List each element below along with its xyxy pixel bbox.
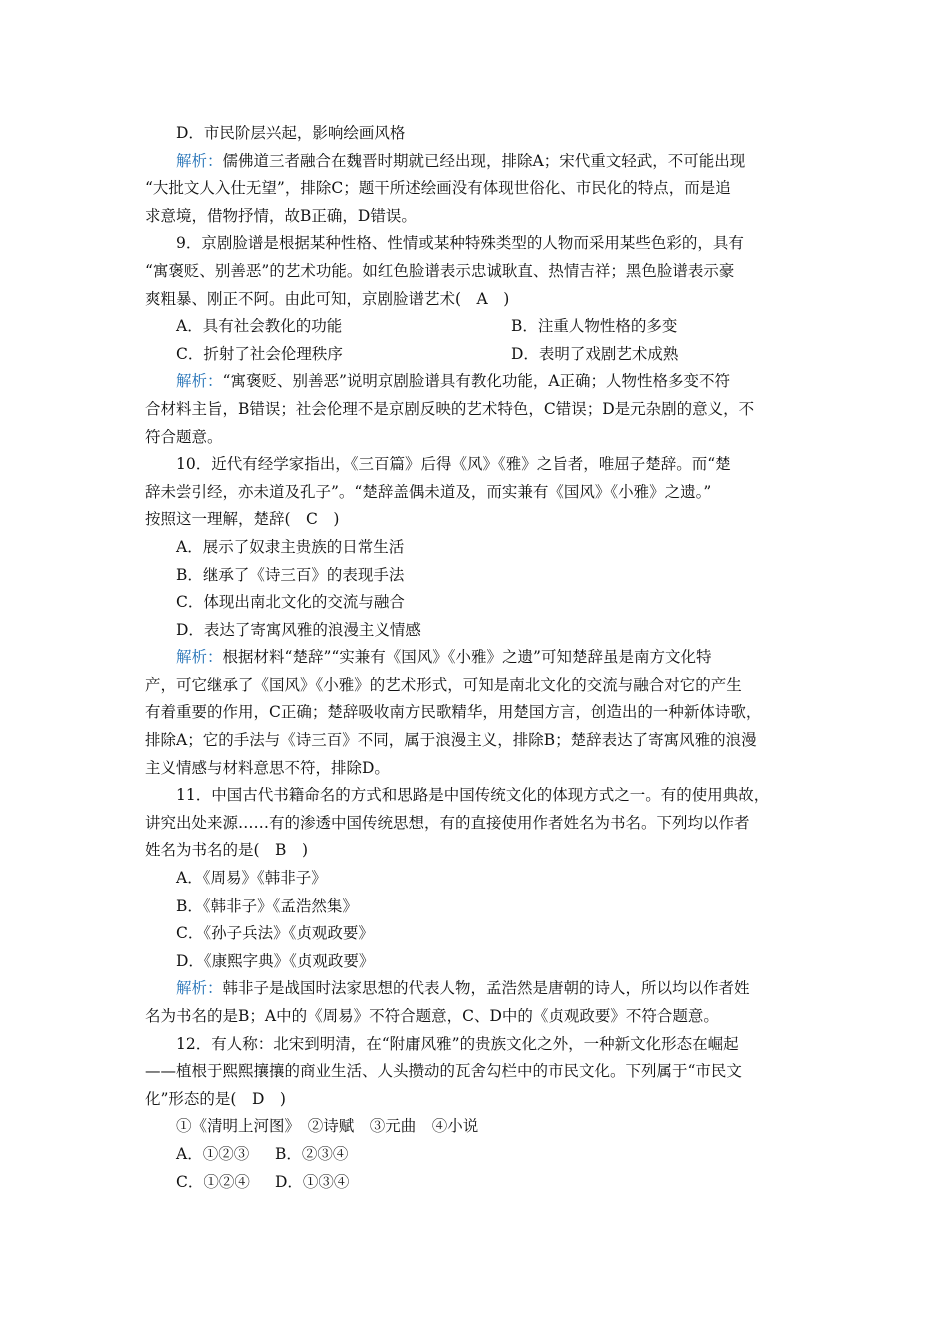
q12-stem: 化”形态的是( D ) (145, 1089, 286, 1108)
q10-analysis-line: 产，可它继承了《国风》《小雅》的艺术形式，可知是南北文化的交流与融合对它的产生 (145, 675, 742, 694)
q12-items: ①《清明上河图》 ②诗赋 ③元曲 ④小说 (176, 1117, 479, 1136)
q10-option-c: C．体现出南北文化的交流与融合 (176, 593, 405, 612)
q11-stem: 讲究出处来源……有的渗透中国传统思想，有的直接使用作者姓名为书名。下列均以作者 (145, 813, 750, 832)
q9-analysis-line: 符合题意。 (145, 427, 223, 446)
q9-options-row (145, 341, 813, 369)
q9-stem: 9．京剧脸谱是根据某种性格、性情或某种特殊类型的人物而采用某些色彩的，具有 (176, 234, 744, 253)
q10-option-b: B．继承了《诗三百》的表现手法 (176, 565, 405, 584)
analysis-label: 解析： (176, 979, 223, 998)
q11-stem: 姓名为书名的是( B ) (145, 841, 308, 860)
q11-option-b: B．《韩非子》《孟浩然集》 (176, 896, 358, 915)
q9-option-b: B．注重人物性格的多变 (511, 317, 678, 336)
q8-analysis-line: “大批文人入仕无望”，排除C；题干所述绘画没有体现世俗化、市民化的特点，而是追 (145, 179, 731, 198)
q10-analysis-line: 排除A；它的手法与《诗三百》不同，属于浪漫主义，排除B；楚辞表达了寄寓风雅的浪漫 (145, 731, 757, 750)
q10-stem: 10．近代有经学家指出，《三百篇》后得《风》《雅》之旨者，唯屈子楚辞。而“楚 (176, 455, 731, 474)
q9-options-row (145, 313, 813, 341)
q8-analysis-line: 解析：儒佛道三者融合在魏晋时期就已经出现，排除A；宋代重文轻武，不可能出现 (176, 151, 746, 170)
q10-analysis-line: 有着重要的作用，C正确；楚辞吸收南方民歌精华，用楚国方言，创造出的一种新体诗歌， (145, 703, 762, 722)
analysis-label: 解析： (176, 648, 223, 667)
q12-option-c: C．①②④ (176, 1172, 250, 1191)
q11-analysis-line: 名为书名的是B；A中的《周易》不符合题意，C、D中的《贞观政要》不符合题意。 (145, 1007, 719, 1025)
q10-analysis-line: 主义情感与材料意思不符，排除D。 (145, 758, 390, 777)
q12-option-d: D．①③④ (275, 1172, 350, 1191)
q9-stem: “寓褒贬、别善恶”的艺术功能。如红色脸谱表示忠诚耿直、热情吉祥；黑色脸谱表示豪 (145, 261, 735, 280)
q11-stem: 11．中国古代书籍命名的方式和思路是中国传统文化的体现方式之一。有的使用典故， (176, 786, 770, 805)
q12-options-row (145, 1141, 813, 1169)
document-page (145, 120, 813, 1196)
q9-analysis-line: 解析：“寓褒贬、别善恶”说明京剧脸谱具有教化功能，A正确；人物性格多变不符 (176, 372, 731, 391)
q9-option-c: C．折射了社会伦理秩序 (176, 344, 343, 363)
q12-stem: 12．有人称：北宋到明清，在“附庸风雅”的贵族文化之外，一种新文化形态在崛起 (176, 1034, 739, 1053)
analysis-label: 解析： (176, 151, 223, 170)
q9-option-a: A．具有社会教化的功能 (176, 317, 343, 336)
q8-option-d: D．市民阶层兴起，影响绘画风格 (176, 124, 406, 142)
q9-analysis-line: 合材料主旨，B错误；社会伦理不是京剧反映的艺术特色，C错误；D是元杂剧的意义，不 (145, 399, 755, 418)
q12-option-a: A．①②③ (176, 1144, 250, 1163)
q10-stem: 辞未尝引经，亦未道及孔子”。“楚辞盖偶未道及，而实兼有《国风》《小雅》之遗。” (145, 482, 712, 501)
q9-stem: 爽粗暴、刚正不阿。由此可知，京剧脸谱艺术( A ) (145, 289, 510, 308)
q12-options-row (145, 1169, 813, 1197)
q11-analysis-line: 解析：韩非子是战国时法家思想的代表人物，孟浩然是唐朝的诗人，所以均以作者姓 (176, 979, 750, 998)
q12-stem: ——植根于熙熙攘攘的商业生活、人头攒动的瓦舍勾栏中的市民文化。下列属于“市民文 (145, 1062, 742, 1081)
q11-option-d: D．《康熙字典》《贞观政要》 (176, 951, 375, 970)
q12-option-b: B．②③④ (275, 1144, 349, 1163)
q9-option-d: D．表明了戏剧艺术成熟 (511, 344, 679, 363)
q10-analysis-line: 解析：根据材料“楚辞”“实兼有《国风》《小雅》之遗”可知楚辞虽是南方文化特 (176, 648, 712, 667)
q10-option-d: D．表达了寄寓风雅的浪漫主义情感 (176, 620, 421, 639)
q10-stem: 按照这一理解，楚辞( C ) (145, 510, 340, 529)
analysis-label: 解析： (176, 372, 223, 391)
q11-option-a: A．《周易》《韩非子》 (176, 869, 327, 888)
q11-option-c: C．《孙子兵法》《贞观政要》 (176, 924, 374, 943)
q10-option-a: A．展示了奴隶主贵族的日常生活 (176, 537, 405, 556)
q8-analysis-line: 求意境，借物抒情，故B正确，D错误。 (145, 206, 417, 225)
